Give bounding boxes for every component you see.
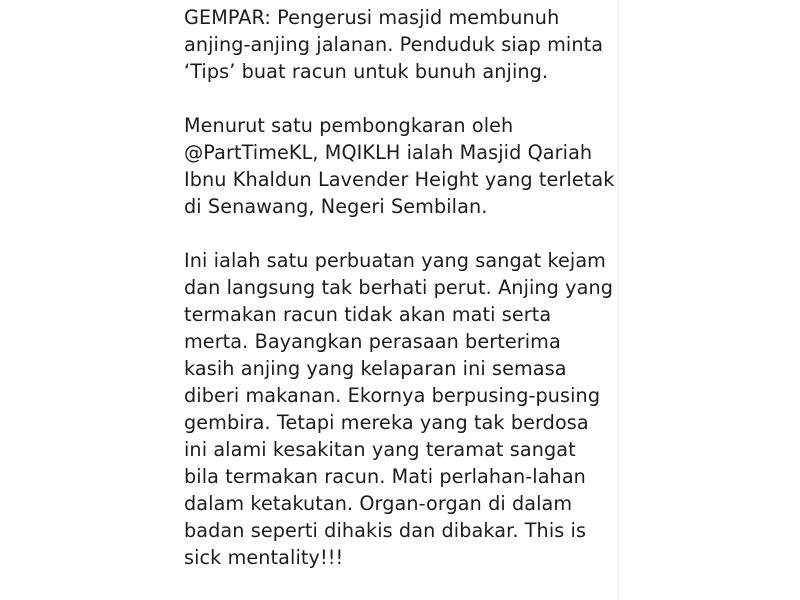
text-line: @PartTimeKL, MQIKLH ialah Masjid Qariah <box>184 141 593 164</box>
post-paragraph-2 <box>184 112 614 220</box>
text-line: di Senawang, Negeri Sembilan. <box>184 195 488 218</box>
text-line: Menurut satu pembongkaran oleh <box>184 114 514 137</box>
text-line: merta. Bayangkan perasaan berterima <box>184 330 561 353</box>
text-line: dalam ketakutan. Organ-organ di dalam <box>184 492 573 515</box>
post-body <box>184 4 614 598</box>
post-paragraph-1 <box>184 4 614 85</box>
text-line: GEMPAR: Pengerusi masjid membunuh <box>184 6 560 29</box>
text-line: diberi makanan. Ekornya berpusing-pusing <box>184 384 601 407</box>
text-line: dan langsung tak berhati perut. Anjing yang <box>184 276 614 299</box>
column-divider <box>618 0 619 600</box>
text-line: ‘Tips’ buat racun untuk bunuh anjing. <box>184 60 549 83</box>
text-line: ini alami kesakitan yang teramat sangat <box>184 438 576 461</box>
text-line: bila termakan racun. Mati perlahan-lahan <box>184 465 586 488</box>
text-line: kasih anjing yang kelaparan ini semasa <box>184 357 567 380</box>
text-line: Ini ialah satu perbuatan yang sangat kejam <box>184 249 606 272</box>
text-line: sick mentality!!! <box>184 546 344 569</box>
right-margin <box>620 0 800 600</box>
text-line: gembira. Tetapi mereka yang tak berdosa <box>184 411 589 434</box>
post-paragraph-3 <box>184 247 614 571</box>
text-line: badan seperti dihakis dan dibakar. This is <box>184 519 587 542</box>
text-line: anjing-anjing jalanan. Penduduk siap minta <box>184 33 604 56</box>
text-line: termakan racun tidak akan mati serta <box>184 303 552 326</box>
left-margin <box>0 0 160 600</box>
text-line: Ibnu Khaldun Lavender Height yang terletak <box>184 168 615 191</box>
